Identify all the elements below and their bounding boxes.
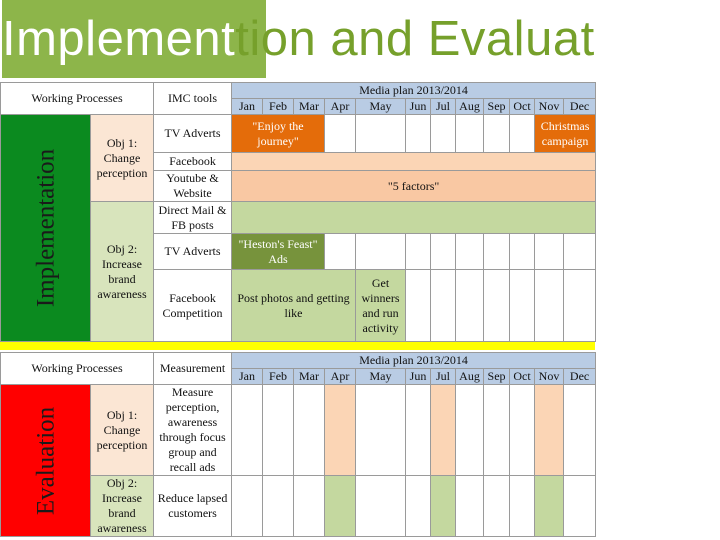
cell (535, 270, 564, 342)
cell (456, 234, 484, 270)
tool-tv-adverts-2: TV Adverts (154, 234, 232, 270)
cell (431, 234, 456, 270)
activity-hestons-feast: "Heston's Feast" Ads (232, 234, 325, 270)
eval-month-sep: Sep (484, 369, 510, 385)
eval-month-feb: Feb (263, 369, 294, 385)
eval-nov-mark (535, 385, 564, 476)
eval-obj1-change-perception: Obj 1: Change perception (91, 385, 154, 476)
month-jul: Jul (431, 99, 456, 115)
cell (484, 115, 510, 153)
cell (325, 234, 356, 270)
month-aug: Aug (456, 99, 484, 115)
eval-month-jul: Jul (431, 369, 456, 385)
cell (484, 270, 510, 342)
cell (456, 385, 484, 476)
cell (431, 115, 456, 153)
header-media-plan: Media plan 2013/2014 (232, 83, 596, 99)
activity-christmas-campaign: Christmas campaign (535, 115, 596, 153)
title-text (2, 4, 595, 74)
header-imc-tools: IMC tools (154, 83, 232, 115)
section-divider (0, 342, 595, 350)
activity-get-winners: Get winners and run activity (356, 270, 406, 342)
activity-five-factors: "5 factors" (232, 171, 596, 202)
eval-month-jan: Jan (232, 369, 263, 385)
eval-obj2-increase-brand-awareness: Obj 2: Increase brand awareness (91, 476, 154, 537)
cell (356, 476, 406, 537)
month-dec: Dec (564, 99, 596, 115)
measure-lapsed-customers: Reduce lapsed customers (154, 476, 232, 537)
evaluation-table (0, 352, 596, 537)
cell (484, 234, 510, 270)
cell (356, 385, 406, 476)
eval-month-may: May (356, 369, 406, 385)
eval-obj2-nov-mark (535, 476, 564, 537)
cell (564, 476, 596, 537)
cell (406, 270, 431, 342)
cell (232, 385, 263, 476)
cell (294, 385, 325, 476)
month-may: May (356, 99, 406, 115)
tool-direct-mail-fb: Direct Mail & FB posts (154, 202, 232, 234)
cell (456, 115, 484, 153)
cell (431, 270, 456, 342)
eval-month-oct: Oct (510, 369, 535, 385)
tool-youtube-website: Youtube & Website (154, 171, 232, 202)
month-nov: Nov (535, 99, 564, 115)
cell (456, 476, 484, 537)
cell (510, 270, 535, 342)
cell (406, 234, 431, 270)
cell (406, 385, 431, 476)
cell (510, 476, 535, 537)
slide-title (0, 0, 720, 80)
month-feb: Feb (263, 99, 294, 115)
cell (356, 115, 406, 153)
cell (356, 234, 406, 270)
cell (510, 234, 535, 270)
activity-enjoy-journey: "Enjoy the journey" (232, 115, 325, 153)
cell (263, 385, 294, 476)
cell (406, 476, 431, 537)
cell (484, 385, 510, 476)
eval-header-media-plan: Media plan 2013/2014 (232, 353, 596, 369)
obj1-change-perception: Obj 1: Change perception (91, 115, 154, 202)
obj2-increase-brand-awareness: Obj 2: Increase brand awareness (91, 202, 154, 342)
cell (535, 234, 564, 270)
title-part-light: Implement (2, 12, 236, 66)
tool-tv-adverts: TV Adverts (154, 115, 232, 153)
eval-apr-mark (325, 385, 356, 476)
month-apr: Apr (325, 99, 356, 115)
month-mar: Mar (294, 99, 325, 115)
implementation-side-label: Implementation (1, 115, 91, 342)
month-jun: Jun (406, 99, 431, 115)
cell (510, 385, 535, 476)
month-jan: Jan (232, 99, 263, 115)
cell (263, 476, 294, 537)
direct-mail-bar (232, 202, 596, 234)
cell (510, 115, 535, 153)
eval-header-measurement: Measurement (154, 353, 232, 385)
cell (564, 385, 596, 476)
tool-facebook: Facebook (154, 153, 232, 171)
eval-obj2-jul-mark (431, 476, 456, 537)
activity-post-photos: Post photos and getting like (232, 270, 356, 342)
facebook-bar (232, 153, 596, 171)
cell (456, 270, 484, 342)
evaluation-side-label: Evaluation (1, 385, 91, 537)
implementation-table (0, 82, 596, 342)
eval-month-jun: Jun (406, 369, 431, 385)
eval-jul-mark (431, 385, 456, 476)
eval-month-dec: Dec (564, 369, 596, 385)
title-part-dark: tion and Evaluat (235, 12, 595, 66)
cell (564, 270, 596, 342)
eval-obj2-apr-mark (325, 476, 356, 537)
eval-month-mar: Mar (294, 369, 325, 385)
month-oct: Oct (510, 99, 535, 115)
cell (294, 476, 325, 537)
eval-month-aug: Aug (456, 369, 484, 385)
header-working-processes: Working Processes (1, 83, 154, 115)
tool-facebook-competition: Facebook Competition (154, 270, 232, 342)
measure-perception: Measure perception, awareness through focus group and recall ads (154, 385, 232, 476)
eval-month-apr: Apr (325, 369, 356, 385)
cell (564, 234, 596, 270)
eval-header-working-processes: Working Processes (1, 353, 154, 385)
cell (325, 115, 356, 153)
cell (232, 476, 263, 537)
eval-month-nov: Nov (535, 369, 564, 385)
cell (406, 115, 431, 153)
cell (484, 476, 510, 537)
month-sep: Sep (484, 99, 510, 115)
